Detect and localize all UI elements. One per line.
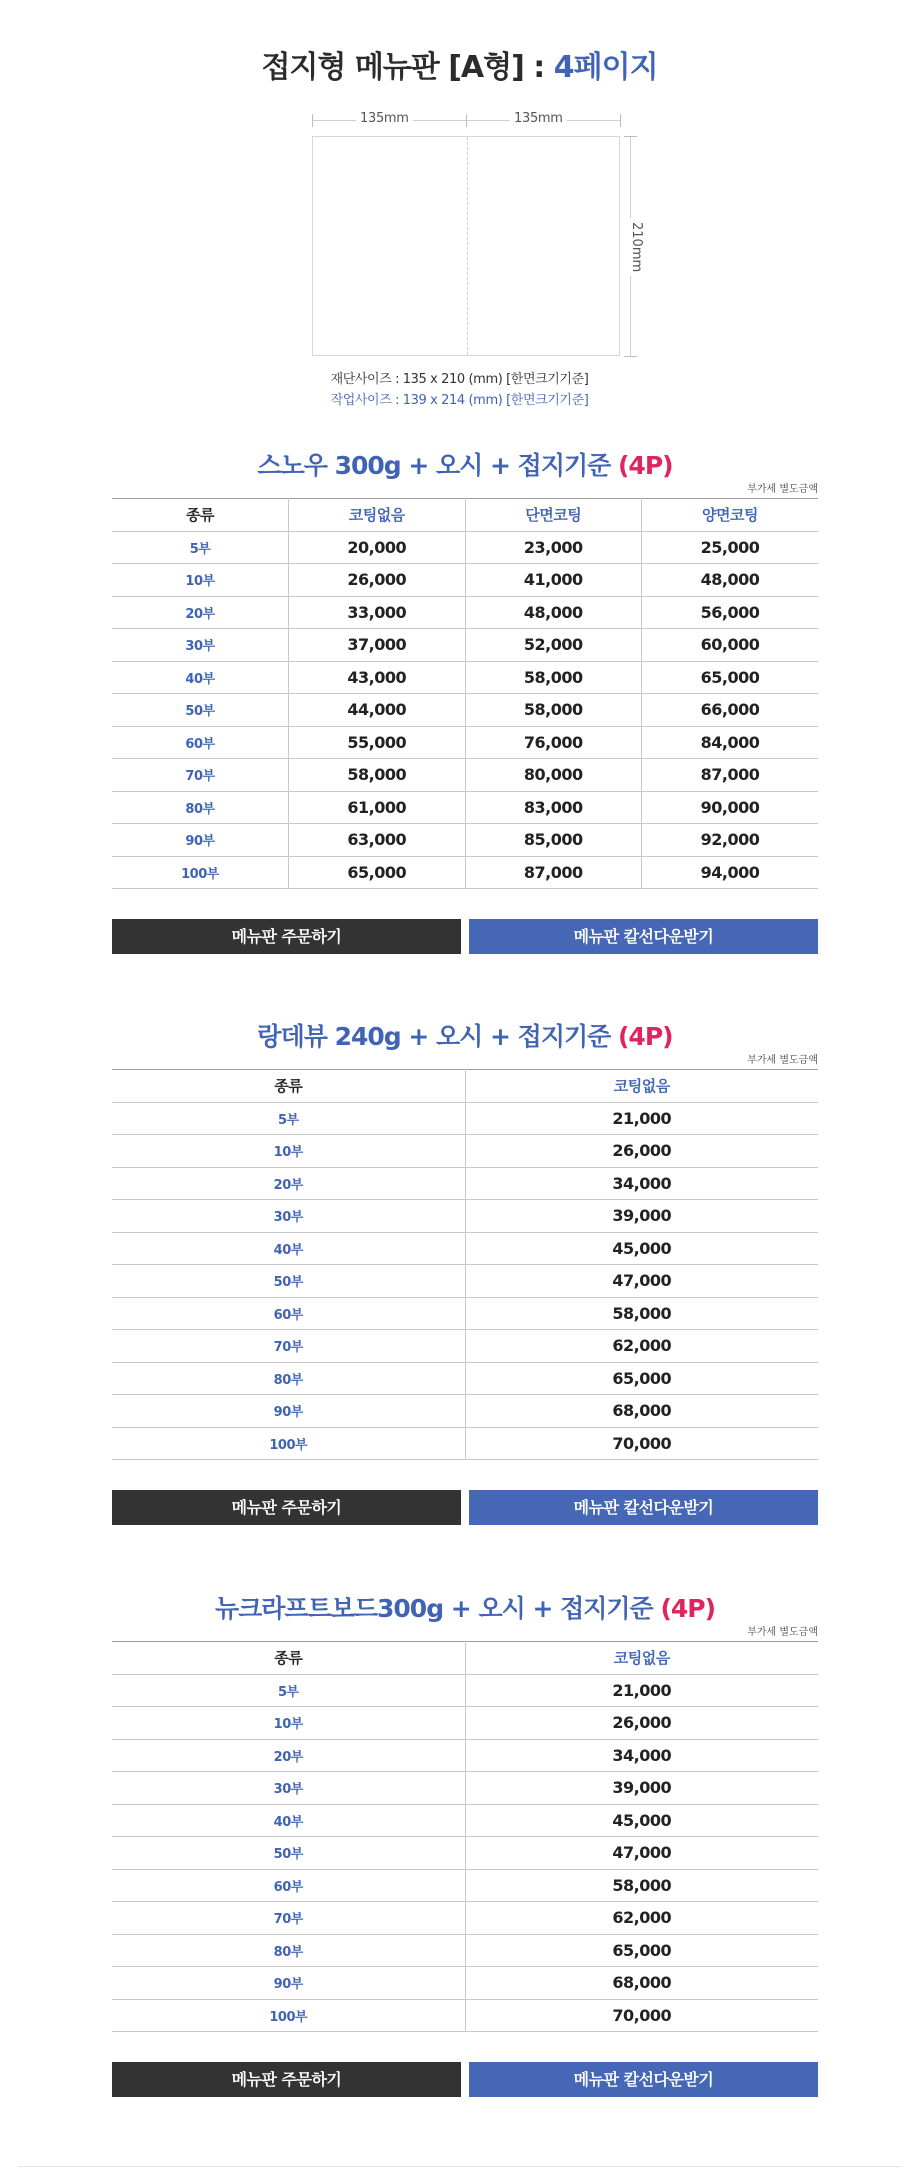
table-row <box>112 1967 818 2000</box>
quantity-cell: 20부 <box>112 596 289 629</box>
table-row <box>112 596 818 629</box>
table-row <box>112 531 818 564</box>
price-cell: 87,000 <box>465 856 642 889</box>
table-row <box>112 694 818 727</box>
download-button[interactable]: 메뉴판 칼선다운받기 <box>469 919 818 954</box>
table-header-row <box>112 1642 818 1675</box>
menu-sheet <box>312 136 620 356</box>
table-row <box>112 1739 818 1772</box>
column-header-no-coating: 코팅없음 <box>465 1070 818 1103</box>
quantity-cell: 60부 <box>112 726 289 759</box>
quantity-cell: 5부 <box>112 1674 465 1707</box>
price-cell: 52,000 <box>465 629 642 662</box>
table-row <box>112 1330 818 1363</box>
quantity-cell: 10부 <box>112 1135 465 1168</box>
vat-note: 부가세 별도금액 <box>747 1055 818 1066</box>
price-cell: 41,000 <box>465 564 642 597</box>
table-row <box>112 661 818 694</box>
price-cell: 70,000 <box>465 1999 818 2032</box>
table-row <box>112 564 818 597</box>
price-cell: 84,000 <box>642 726 819 759</box>
price-cell: 62,000 <box>465 1330 818 1363</box>
table-row <box>112 791 818 824</box>
table-row <box>112 1869 818 1902</box>
dimension-tick <box>312 114 313 127</box>
quantity-cell: 60부 <box>112 1869 465 1902</box>
quantity-cell: 40부 <box>112 661 289 694</box>
dimension-tick <box>624 356 637 357</box>
quantity-cell: 70부 <box>112 759 289 792</box>
price-cell: 26,000 <box>289 564 466 597</box>
table-row <box>112 1395 818 1428</box>
price-cell: 58,000 <box>465 1869 818 1902</box>
page-title-accent: 4페이지 <box>553 50 658 85</box>
quantity-cell: 5부 <box>112 1102 465 1135</box>
column-header-double-coating: 양면코팅 <box>642 499 819 532</box>
price-cell: 65,000 <box>465 1362 818 1395</box>
quantity-cell: 80부 <box>112 1362 465 1395</box>
table-row <box>112 824 818 857</box>
table-row <box>112 1102 818 1135</box>
table-row <box>112 1837 818 1870</box>
price-cell: 94,000 <box>642 856 819 889</box>
quantity-cell: 50부 <box>112 1265 465 1298</box>
price-cell: 48,000 <box>642 564 819 597</box>
table-row <box>112 629 818 662</box>
download-button[interactable]: 메뉴판 칼선다운받기 <box>469 1490 818 1525</box>
fold-line <box>467 137 468 355</box>
price-cell: 55,000 <box>289 726 466 759</box>
table-row <box>112 759 818 792</box>
price-cell: 66,000 <box>642 694 819 727</box>
quantity-cell: 10부 <box>112 564 289 597</box>
price-cell: 63,000 <box>289 824 466 857</box>
quantity-cell: 40부 <box>112 1804 465 1837</box>
price-cell: 85,000 <box>465 824 642 857</box>
price-cell: 39,000 <box>465 1200 818 1233</box>
price-cell: 26,000 <box>465 1135 818 1168</box>
page-title-main: 접지형 메뉴판 [A형] : <box>261 50 545 85</box>
download-button[interactable]: 메뉴판 칼선다운받기 <box>469 2062 818 2097</box>
price-cell: 37,000 <box>289 629 466 662</box>
quantity-cell: 10부 <box>112 1707 465 1740</box>
price-table <box>112 498 818 889</box>
column-header-kind: 종류 <box>112 1642 465 1675</box>
column-header-single-coating: 단면코팅 <box>465 499 642 532</box>
table-row <box>112 1934 818 1967</box>
table-row <box>112 1427 818 1460</box>
quantity-cell: 90부 <box>112 824 289 857</box>
size-diagram <box>300 106 660 366</box>
quantity-cell: 60부 <box>112 1297 465 1330</box>
bottom-divider <box>18 2166 901 2167</box>
price-cell: 68,000 <box>465 1967 818 2000</box>
section-pages-badge: (4P) <box>618 1022 673 1051</box>
quantity-cell: 20부 <box>112 1167 465 1200</box>
width-right-label: 135mm <box>510 111 567 126</box>
quantity-cell: 80부 <box>112 791 289 824</box>
price-cell: 58,000 <box>465 1297 818 1330</box>
quantity-cell: 90부 <box>112 1395 465 1428</box>
button-row <box>112 1490 818 1525</box>
price-cell: 45,000 <box>465 1804 818 1837</box>
price-cell: 76,000 <box>465 726 642 759</box>
table-row <box>112 1167 818 1200</box>
quantity-cell: 90부 <box>112 1967 465 2000</box>
table-row <box>112 1232 818 1265</box>
table-row <box>112 1902 818 1935</box>
price-section-newkraft <box>112 1589 818 2097</box>
price-cell: 47,000 <box>465 1837 818 1870</box>
price-cell: 34,000 <box>465 1167 818 1200</box>
price-cell: 20,000 <box>289 531 466 564</box>
table-row <box>112 856 818 889</box>
price-cell: 58,000 <box>465 694 642 727</box>
price-table <box>112 1641 818 2032</box>
price-cell: 26,000 <box>465 1707 818 1740</box>
quantity-cell: 50부 <box>112 1837 465 1870</box>
price-cell: 48,000 <box>465 596 642 629</box>
table-row <box>112 1707 818 1740</box>
quantity-cell: 80부 <box>112 1934 465 1967</box>
table-header-row <box>112 1070 818 1103</box>
section-pages-badge: (4P) <box>618 451 673 480</box>
price-cell: 43,000 <box>289 661 466 694</box>
price-cell: 58,000 <box>289 759 466 792</box>
column-header-kind: 종류 <box>112 499 289 532</box>
quantity-cell: 30부 <box>112 629 289 662</box>
price-cell: 21,000 <box>465 1102 818 1135</box>
order-button[interactable]: 메뉴판 주문하기 <box>112 2062 461 2097</box>
button-row <box>112 919 818 954</box>
table-body <box>112 531 818 889</box>
price-section-rendezvous <box>112 1017 818 1525</box>
quantity-cell: 50부 <box>112 694 289 727</box>
table-row <box>112 1135 818 1168</box>
dimension-tick <box>466 114 467 127</box>
table-row <box>112 1265 818 1298</box>
price-table <box>112 1069 818 1460</box>
price-cell: 80,000 <box>465 759 642 792</box>
height-label: 210mm <box>629 218 644 276</box>
quantity-cell: 30부 <box>112 1200 465 1233</box>
work-size-text: 작업사이즈 : 139 x 214 (mm) [한면크기기준] <box>330 393 589 408</box>
table-header-row <box>112 499 818 532</box>
price-cell: 56,000 <box>642 596 819 629</box>
dimension-tick <box>620 114 621 127</box>
quantity-cell: 70부 <box>112 1902 465 1935</box>
price-cell: 34,000 <box>465 1739 818 1772</box>
price-cell: 45,000 <box>465 1232 818 1265</box>
price-cell: 87,000 <box>642 759 819 792</box>
price-cell: 65,000 <box>642 661 819 694</box>
vat-note: 부가세 별도금액 <box>747 1627 818 1638</box>
price-cell: 70,000 <box>465 1427 818 1460</box>
table-row <box>112 1999 818 2032</box>
dimension-tick <box>624 136 637 137</box>
cut-size-text: 재단사이즈 : 135 x 210 (mm) [한면크기기준] <box>330 372 589 387</box>
table-row <box>112 1297 818 1330</box>
quantity-cell: 40부 <box>112 1232 465 1265</box>
price-cell: 83,000 <box>465 791 642 824</box>
price-section-snow <box>112 446 818 954</box>
quantity-cell: 20부 <box>112 1739 465 1772</box>
order-button[interactable]: 메뉴판 주문하기 <box>112 919 461 954</box>
price-cell: 23,000 <box>465 531 642 564</box>
vat-note: 부가세 별도금액 <box>747 484 818 495</box>
price-cell: 65,000 <box>465 1934 818 1967</box>
table-row <box>112 726 818 759</box>
column-header-no-coating: 코팅없음 <box>465 1642 818 1675</box>
price-cell: 62,000 <box>465 1902 818 1935</box>
price-cell: 61,000 <box>289 791 466 824</box>
table-row <box>112 1674 818 1707</box>
size-info <box>0 369 919 411</box>
quantity-cell: 100부 <box>112 856 289 889</box>
price-cell: 60,000 <box>642 629 819 662</box>
price-cell: 39,000 <box>465 1772 818 1805</box>
price-cell: 47,000 <box>465 1265 818 1298</box>
quantity-cell: 30부 <box>112 1772 465 1805</box>
table-row <box>112 1804 818 1837</box>
width-left-label: 135mm <box>356 111 413 126</box>
table-row <box>112 1362 818 1395</box>
price-cell: 65,000 <box>289 856 466 889</box>
section-title-text: 스노우 300g + 오시 + 접지기준 <box>257 451 611 480</box>
price-cell: 90,000 <box>642 791 819 824</box>
section-title-text: 랑데뷰 240g + 오시 + 접지기준 <box>257 1022 611 1051</box>
table-row <box>112 1772 818 1805</box>
quantity-cell: 100부 <box>112 1999 465 2032</box>
button-row <box>112 2062 818 2097</box>
quantity-cell: 100부 <box>112 1427 465 1460</box>
section-title <box>112 1589 818 1629</box>
section-pages-badge: (4P) <box>660 1594 716 1623</box>
table-body <box>112 1102 818 1460</box>
column-header-kind: 종류 <box>112 1070 465 1103</box>
price-cell: 68,000 <box>465 1395 818 1428</box>
page-title <box>0 42 919 86</box>
table-row <box>112 1200 818 1233</box>
price-cell: 44,000 <box>289 694 466 727</box>
quantity-cell: 70부 <box>112 1330 465 1363</box>
price-cell: 21,000 <box>465 1674 818 1707</box>
section-title-text: 뉴크라프트보드300g + 오시 + 접지기준 <box>214 1594 653 1623</box>
order-button[interactable]: 메뉴판 주문하기 <box>112 1490 461 1525</box>
price-cell: 33,000 <box>289 596 466 629</box>
column-header-no-coating: 코팅없음 <box>289 499 466 532</box>
price-cell: 58,000 <box>465 661 642 694</box>
price-cell: 92,000 <box>642 824 819 857</box>
quantity-cell: 5부 <box>112 531 289 564</box>
price-cell: 25,000 <box>642 531 819 564</box>
table-body <box>112 1674 818 2032</box>
